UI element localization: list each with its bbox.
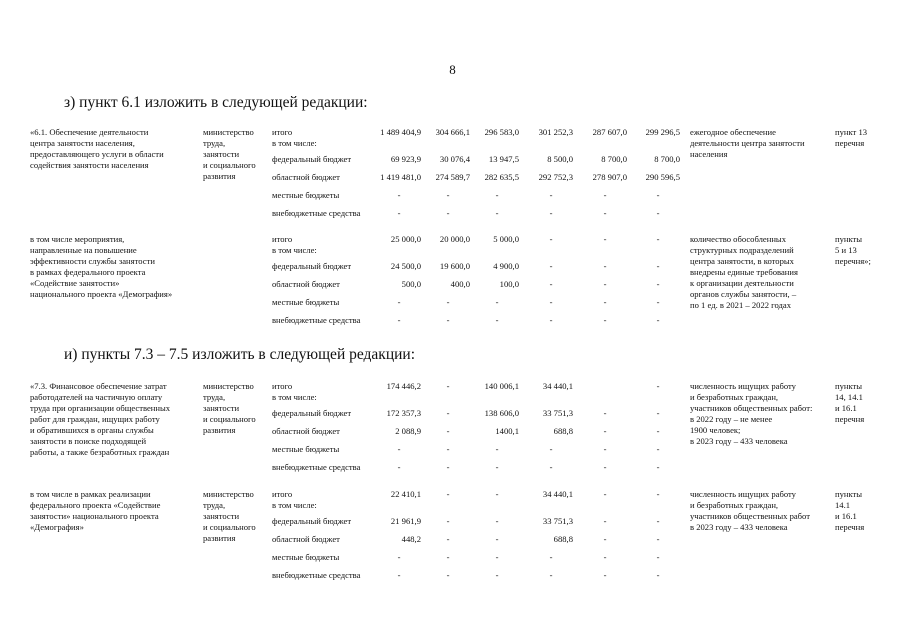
description-line: эффективности службы занятости <box>30 256 155 266</box>
source-label: местные бюджеты <box>272 190 340 200</box>
description-line: в том числе в рамках реализации <box>30 489 151 499</box>
table-cell: - <box>549 462 553 472</box>
table-cell: - <box>603 462 607 472</box>
table-cell: - <box>446 489 450 499</box>
table-cell: 1 489 404,9 <box>380 127 421 137</box>
source-label: в том числе: <box>272 392 317 402</box>
table-cell: 34 440,1 <box>542 381 573 391</box>
table-cell: - <box>603 426 607 436</box>
executor-line: министерство <box>203 381 254 391</box>
source-label: внебюджетные средства <box>272 208 361 218</box>
table-cell: 33 751,3 <box>542 408 573 418</box>
table-cell: - <box>549 444 553 454</box>
table-cell: - <box>603 297 607 307</box>
indicator-line: центра занятости, в которых <box>690 256 794 266</box>
table-cell: 140 006,1 <box>484 381 519 391</box>
source-label: внебюджетные средства <box>272 462 361 472</box>
table-cell: - <box>446 516 450 526</box>
table-cell: 20 000,0 <box>439 234 470 244</box>
executor-line: развития <box>203 533 236 543</box>
reference-line: 5 и 13 <box>835 245 857 255</box>
executor-line: труда, <box>203 500 226 510</box>
table-cell: - <box>603 570 607 580</box>
indicator-line: в 2022 году – не менее <box>690 414 773 424</box>
table-cell: - <box>446 208 450 218</box>
table-cell: 8 700,0 <box>601 154 627 164</box>
description-line: труда при организации общественных <box>30 403 171 413</box>
description-line: «Содействие занятости» <box>30 278 120 288</box>
table-cell: - <box>656 208 660 218</box>
table-cell: 22 410,1 <box>390 489 421 499</box>
table-cell: - <box>603 279 607 289</box>
table-cell: - <box>603 534 607 544</box>
table-cell: - <box>495 297 499 307</box>
table-cell: 400,0 <box>450 279 470 289</box>
table-cell: - <box>446 444 450 454</box>
table-cell: - <box>656 462 660 472</box>
description-line: «7.3. Финансовое обеспечение затрат <box>30 381 167 391</box>
table-cell: - <box>397 552 401 562</box>
description-line: занятости» национального проекта <box>30 511 159 521</box>
table-cell: - <box>397 297 401 307</box>
table-cell: - <box>603 408 607 418</box>
table-cell: - <box>656 552 660 562</box>
table-cell: 34 440,1 <box>542 489 573 499</box>
table-cell: - <box>397 208 401 218</box>
table-cell: - <box>446 408 450 418</box>
table-cell: 688,8 <box>553 426 573 436</box>
table-cell: - <box>397 462 401 472</box>
table-cell: 100,0 <box>499 279 519 289</box>
source-label: в том числе: <box>272 245 317 255</box>
table-cell: - <box>495 462 499 472</box>
table-cell: - <box>656 190 660 200</box>
reference-line: пункты <box>835 381 863 391</box>
reference-line: перечня»; <box>835 256 871 266</box>
table-cell: - <box>397 190 401 200</box>
description-line: «Демография» <box>30 522 84 532</box>
table-cell: - <box>549 261 553 271</box>
indicator-line: и безработных граждан, <box>690 500 779 510</box>
source-label: областной бюджет <box>272 279 340 289</box>
executor-line: и социального <box>203 522 256 532</box>
reference-line: пункт 13 <box>835 127 868 137</box>
source-label: областной бюджет <box>272 534 340 544</box>
table-cell: - <box>446 381 450 391</box>
source-label: итого <box>272 127 293 137</box>
table-cell: - <box>549 552 553 562</box>
source-label: внебюджетные средства <box>272 570 361 580</box>
source-label: федеральный бюджет <box>272 516 352 526</box>
source-label: федеральный бюджет <box>272 408 352 418</box>
table-cell: - <box>549 234 553 244</box>
description-line: предоставляющего услуги в области <box>30 149 164 159</box>
reference-line: пункты <box>835 234 863 244</box>
table-cell: - <box>603 552 607 562</box>
table-cell: - <box>603 208 607 218</box>
reference-line: перечня <box>835 414 865 424</box>
table-cell: - <box>495 489 499 499</box>
table-cell: - <box>446 534 450 544</box>
table-cell: 25 000,0 <box>390 234 421 244</box>
table-cell: 174 446,2 <box>386 381 421 391</box>
source-label: областной бюджет <box>272 426 340 436</box>
reference-line: перечня <box>835 138 865 148</box>
executor-line: труда, <box>203 138 226 148</box>
description-line: и обратившихся в органы службы <box>30 425 154 435</box>
description-line: центра занятости населения, <box>30 138 135 148</box>
description-line: работ для граждан, ищущих работу <box>30 414 160 424</box>
table-cell: - <box>495 190 499 200</box>
source-label: итого <box>272 381 293 391</box>
table-cell: 282 635,5 <box>484 172 519 182</box>
table-cell: 69 923,9 <box>390 154 421 164</box>
table-cell: 290 596,5 <box>645 172 680 182</box>
executor-line: труда, <box>203 392 226 402</box>
description-line: занятости в поиске подходящей <box>30 436 147 446</box>
table-cell: - <box>656 261 660 271</box>
executor-line: и социального <box>203 160 256 170</box>
table-cell: - <box>603 190 607 200</box>
table-cell: - <box>549 297 553 307</box>
description-line: «6.1. Обеспечение деятельности <box>30 127 149 137</box>
description-line: федерального проекта «Содействие <box>30 500 161 510</box>
table-cell: - <box>549 190 553 200</box>
description-line: работы, а также безработных граждан <box>30 447 170 457</box>
table-cell: - <box>603 234 607 244</box>
table-cell: - <box>446 315 450 325</box>
source-label: итого <box>272 234 293 244</box>
section-heading-i: и) пункты 7.3 – 7.5 изложить в следующей редакции: <box>64 346 416 363</box>
table-cell: - <box>656 234 660 244</box>
source-label: местные бюджеты <box>272 444 340 454</box>
indicator-line: количество обособленных <box>690 234 786 244</box>
description-line: содействия занятости населения <box>30 160 149 170</box>
source-label: федеральный бюджет <box>272 154 352 164</box>
source-label: внебюджетные средства <box>272 315 361 325</box>
table-cell: 500,0 <box>401 279 421 289</box>
table-cell: - <box>656 408 660 418</box>
table-cell: 1400,1 <box>495 426 519 436</box>
reference-line: 14.1 <box>835 500 851 510</box>
indicator-line: к организации деятельности <box>690 278 794 288</box>
reference-line: 14, 14.1 <box>835 392 863 402</box>
table-cell: - <box>495 444 499 454</box>
source-label: областной бюджет <box>272 172 340 182</box>
table-cell: - <box>656 444 660 454</box>
table-cell: - <box>549 315 553 325</box>
table-cell: - <box>603 489 607 499</box>
table-cell: 8 700,0 <box>654 154 680 164</box>
source-label: федеральный бюджет <box>272 261 352 271</box>
table-cell: - <box>495 315 499 325</box>
description-line: работодателей на частичную оплату <box>30 392 163 402</box>
table-cell: - <box>656 489 660 499</box>
indicator-line: населения <box>690 149 728 159</box>
table-cell: - <box>446 426 450 436</box>
indicator-line: в 2023 году – 433 человека <box>690 522 788 532</box>
source-label: местные бюджеты <box>272 297 340 307</box>
table-cell: - <box>495 208 499 218</box>
table-cell: 299 296,5 <box>645 127 680 137</box>
table-cell: 30 076,4 <box>439 154 470 164</box>
indicator-line: ежегодное обеспечение <box>690 127 776 137</box>
indicator-line: 1900 человек; <box>690 425 741 435</box>
executor-line: развития <box>203 425 236 435</box>
table-cell: - <box>446 552 450 562</box>
table-cell: - <box>397 444 401 454</box>
table-cell: - <box>446 297 450 307</box>
table-cell: - <box>446 190 450 200</box>
table-cell: 172 357,3 <box>386 408 421 418</box>
executor-line: и социального <box>203 414 256 424</box>
table-cell: - <box>656 516 660 526</box>
table-cell: - <box>495 516 499 526</box>
description-line: в рамках федерального проекта <box>30 267 146 277</box>
table-cell: 448,2 <box>401 534 421 544</box>
table-cell: 8 500,0 <box>547 154 573 164</box>
table-cell: - <box>656 315 660 325</box>
table-cell: 21 961,9 <box>390 516 421 526</box>
table-block-r73 <box>0 381 905 491</box>
indicator-line: внедрены единые требования <box>690 267 798 277</box>
indicator-line: структурных подразделений <box>690 245 794 255</box>
table-cell: - <box>603 444 607 454</box>
table-cell: - <box>656 534 660 544</box>
table-cell: - <box>656 297 660 307</box>
table-cell: - <box>549 279 553 289</box>
table-cell: 301 252,3 <box>538 127 573 137</box>
source-label: итого <box>272 489 293 499</box>
executor-line: развития <box>203 171 236 181</box>
table-block-r61b <box>0 234 905 344</box>
table-cell: 278 907,0 <box>592 172 627 182</box>
table-cell: - <box>549 208 553 218</box>
indicator-line: численность ищущих работу <box>690 489 796 499</box>
table-cell: - <box>656 381 660 391</box>
executor-line: министерство <box>203 127 254 137</box>
table-cell: - <box>656 570 660 580</box>
indicator-line: участников общественных работ <box>690 511 810 521</box>
table-cell: 688,8 <box>553 534 573 544</box>
description-line: в том числе мероприятия, <box>30 234 125 244</box>
table-block-r73b <box>0 489 905 599</box>
reference-line: и 16.1 <box>835 511 857 521</box>
table-cell: 304 666,1 <box>435 127 470 137</box>
table-cell: - <box>495 534 499 544</box>
table-cell: 138 606,0 <box>484 408 519 418</box>
indicator-line: численность ищущих работу <box>690 381 796 391</box>
indicator-line: участников общественных работ: <box>690 403 813 413</box>
table-cell: - <box>603 315 607 325</box>
indicator-line: и безработных граждан, <box>690 392 779 402</box>
table-cell: 19 600,0 <box>439 261 470 271</box>
executor-line: занятости <box>203 149 240 159</box>
executor-line: занятости <box>203 511 240 521</box>
description-line: направленные на повышение <box>30 245 137 255</box>
table-cell: - <box>603 261 607 271</box>
source-label: местные бюджеты <box>272 552 340 562</box>
table-cell: - <box>446 570 450 580</box>
indicator-line: по 1 ед. в 2021 – 2022 годах <box>690 300 792 310</box>
table-cell: - <box>549 570 553 580</box>
table-cell: - <box>495 552 499 562</box>
table-cell: - <box>495 570 499 580</box>
indicator-line: деятельности центра занятости <box>690 138 805 148</box>
section-heading-z: з) пункт 6.1 изложить в следующей редакции: <box>64 94 368 111</box>
table-cell: 33 751,3 <box>542 516 573 526</box>
table-cell: 292 752,3 <box>538 172 573 182</box>
table-cell: 1 419 481,0 <box>380 172 421 182</box>
table-cell: - <box>397 570 401 580</box>
page-number: 8 <box>449 62 456 77</box>
source-label: в том числе: <box>272 138 317 148</box>
table-cell: 5 000,0 <box>493 234 519 244</box>
reference-line: и 16.1 <box>835 403 857 413</box>
table-cell: 274 589,7 <box>435 172 470 182</box>
table-cell: - <box>656 279 660 289</box>
indicator-line: органов службы занятости, – <box>690 289 797 299</box>
table-cell: - <box>656 426 660 436</box>
table-cell: 296 583,0 <box>484 127 519 137</box>
table-cell: 13 947,5 <box>488 154 519 164</box>
reference-line: пункты <box>835 489 863 499</box>
table-cell: 24 500,0 <box>390 261 421 271</box>
table-block-r61 <box>0 127 905 237</box>
indicator-line: в 2023 году – 433 человека <box>690 436 788 446</box>
description-line: национального проекта «Демография» <box>30 289 173 299</box>
reference-line: перечня <box>835 522 865 532</box>
executor-line: министерство <box>203 489 254 499</box>
table-cell: 4 900,0 <box>493 261 519 271</box>
table-cell: - <box>603 516 607 526</box>
table-cell: 2 088,9 <box>395 426 421 436</box>
source-label: в том числе: <box>272 500 317 510</box>
table-cell: 287 607,0 <box>592 127 627 137</box>
table-cell: - <box>446 462 450 472</box>
table-cell: - <box>397 315 401 325</box>
executor-line: занятости <box>203 403 240 413</box>
